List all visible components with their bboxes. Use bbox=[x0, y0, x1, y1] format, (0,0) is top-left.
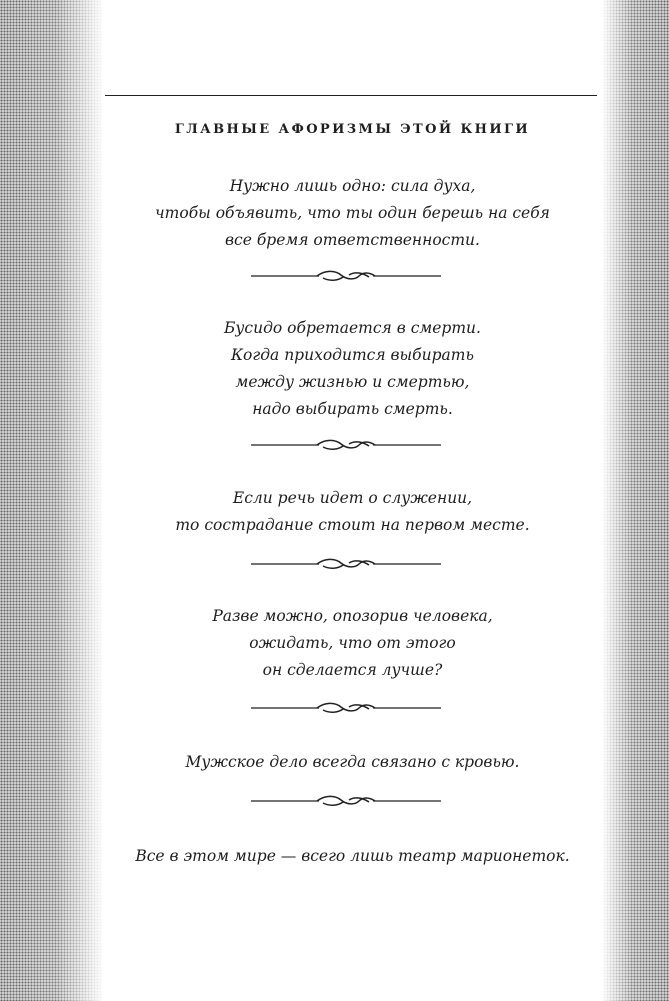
quote-line: все бремя ответственности. bbox=[225, 231, 480, 249]
quote-line: Мужское дело всегда связано с кровью. bbox=[185, 753, 520, 771]
quote-line: Если речь идет о служении, bbox=[232, 489, 473, 507]
quote-line: то сострадание стоит на первом месте. bbox=[175, 516, 530, 534]
quote-block bbox=[102, 173, 603, 254]
quote-line: Нужно лишь одно: сила духа, bbox=[229, 177, 476, 195]
quote-line: Все в этом мире — всего лишь театр марионеток. bbox=[135, 847, 570, 865]
quote-line: Разве можно, опозорив человека, bbox=[212, 607, 493, 625]
page-edge-shadow-left bbox=[0, 0, 102, 1001]
flourish-divider-icon bbox=[251, 268, 441, 284]
quote-line: Когда приходится выбирать bbox=[231, 346, 474, 364]
quote-line: он сделается лучше? bbox=[262, 661, 443, 679]
book-page bbox=[102, 0, 603, 1001]
page-title: ГЛАВНЫЕ АФОРИЗМЫ ЭТОЙ КНИГИ bbox=[174, 122, 531, 137]
quote-block bbox=[102, 749, 603, 776]
quote-line: между жизнью и смертью, bbox=[235, 373, 470, 391]
quote-line: надо выбирать смерть. bbox=[252, 400, 453, 418]
flourish-divider-icon bbox=[251, 437, 441, 453]
quote-block bbox=[102, 315, 603, 423]
quote-block bbox=[102, 603, 603, 684]
top-rule bbox=[105, 95, 597, 96]
flourish-divider-icon bbox=[251, 556, 441, 572]
quote-block bbox=[102, 485, 603, 539]
flourish-divider-icon bbox=[251, 793, 441, 809]
quote-line: Бусидо обретается в смерти. bbox=[224, 319, 481, 337]
quote-line: ожидать, что от этого bbox=[249, 634, 456, 652]
quote-line: чтобы объявить, что ты один берешь на себя bbox=[155, 204, 550, 222]
page-edge-shadow-right bbox=[603, 0, 669, 1001]
quote-block bbox=[102, 843, 603, 870]
flourish-divider-icon bbox=[251, 700, 441, 716]
